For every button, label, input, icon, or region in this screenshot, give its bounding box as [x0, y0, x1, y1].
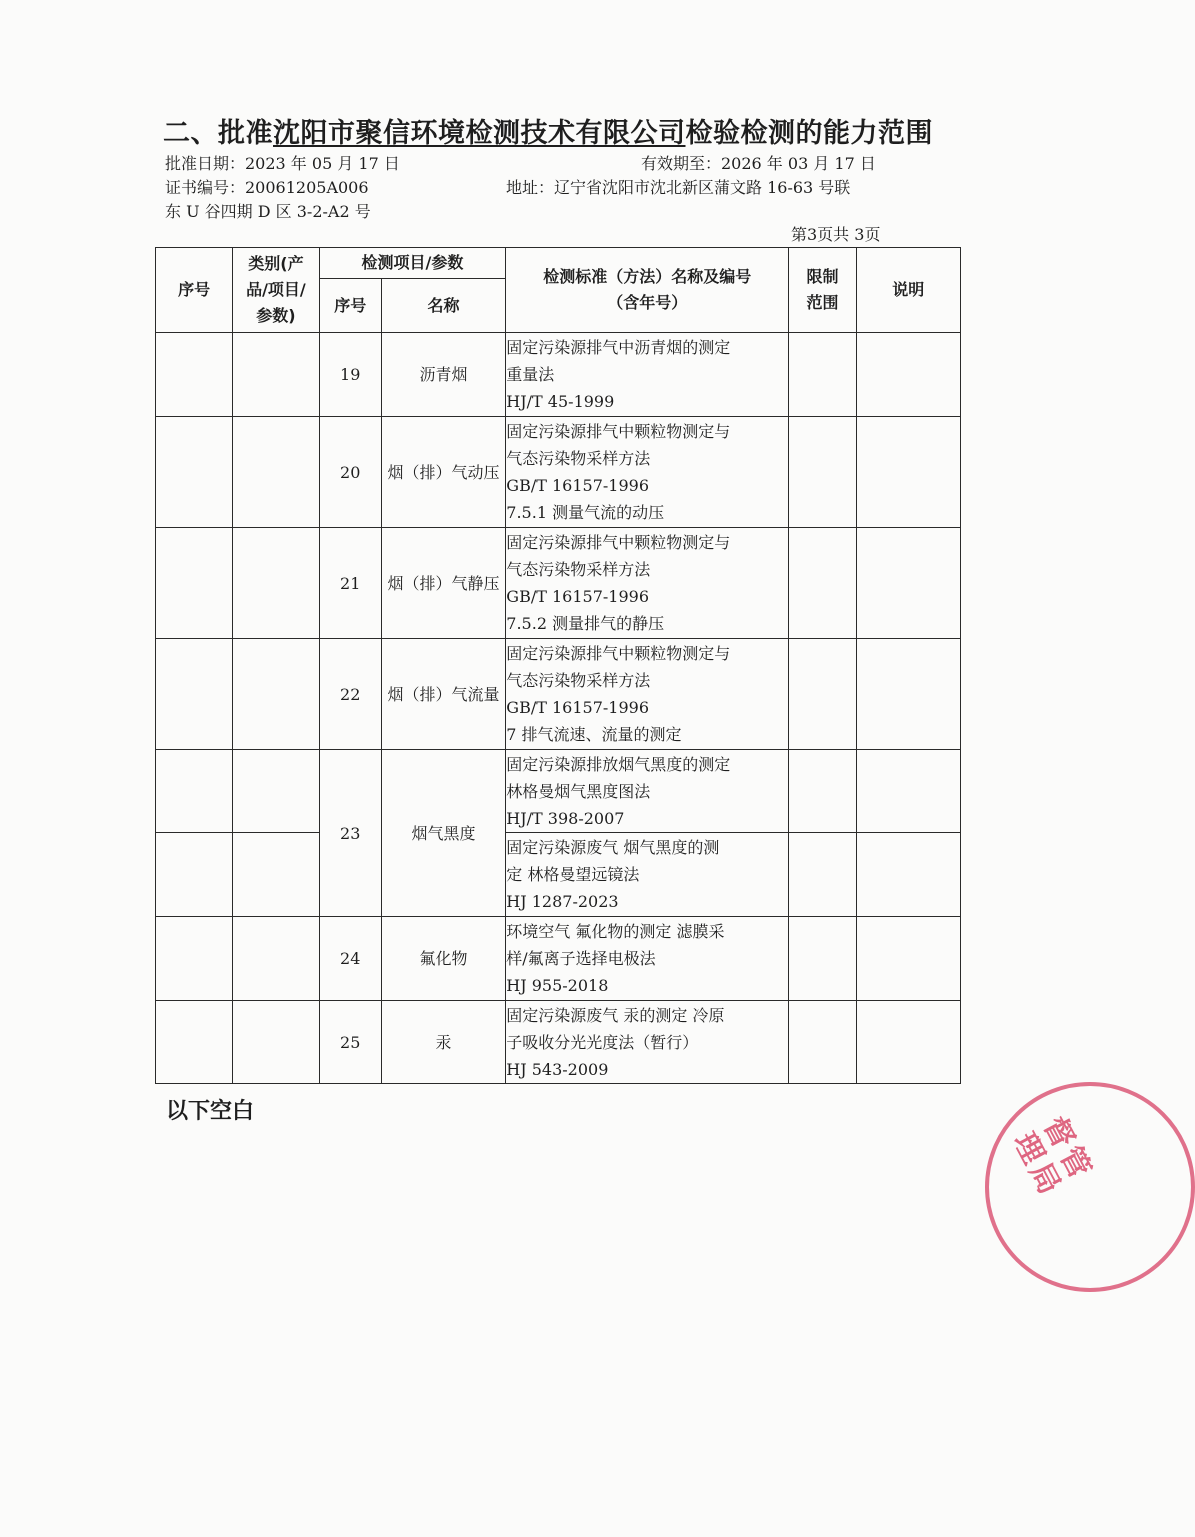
table-row	[156, 917, 961, 1001]
title-suffix: 检验检测的能力范围	[685, 118, 933, 149]
standard-line: 固定污染源排放烟气黑度的测定	[506, 754, 731, 774]
item-seq: 24	[319, 917, 381, 1001]
standard-line: 环境空气 氟化物的测定 滤膜采	[506, 922, 725, 941]
standard-line: GB/T 16157-1996	[506, 587, 649, 606]
page-number: 第3页共 3页	[791, 225, 881, 244]
standard-line: HJ 955-2018	[506, 976, 609, 995]
item-seq: 22	[319, 639, 381, 750]
table-row	[156, 639, 961, 750]
table-row	[156, 417, 961, 528]
standard-line: 气态污染物采样方法	[506, 560, 651, 579]
standard-line: 7.5.2 测量排气的静压	[506, 614, 665, 633]
table-row	[156, 833, 961, 917]
standard-line: 7 排气流速、流量的测定	[506, 725, 682, 744]
item-name: 沥青烟	[381, 333, 505, 417]
cert-number: 证书编号：20061205A006	[165, 178, 369, 197]
seal-text-chars: 督管理局	[1006, 1111, 1100, 1204]
header-item-name: 名称	[381, 279, 505, 333]
table-row	[156, 750, 961, 833]
address-line-2: 东 U 谷四期 D 区 3-2-A2 号	[165, 202, 371, 221]
table-row	[156, 1001, 961, 1084]
approval-date: 批准日期：2023 年 05 月 17 日	[165, 154, 400, 173]
standard-line: 气态污染物采样方法	[506, 671, 651, 690]
blank-below-note: 以下空白	[166, 1099, 255, 1124]
standard-cell	[506, 528, 789, 639]
header-standard	[506, 248, 789, 333]
standard-line: 定 林格曼望远镜法	[506, 865, 640, 884]
standard-cell	[506, 833, 789, 917]
standard-line: 气态污染物采样方法	[506, 449, 651, 468]
standard-line: 重量法	[506, 365, 555, 384]
item-name: 烟气黑度	[381, 750, 505, 917]
standard-line: HJ 1287-2023	[506, 892, 619, 911]
standard-line: GB/T 16157-1996	[506, 698, 649, 717]
item-name: 烟（排）气流量	[381, 639, 505, 750]
item-seq: 25	[319, 1001, 381, 1084]
title-prefix: 二、批准	[163, 118, 273, 149]
standard-cell	[506, 639, 789, 750]
standard-line: 固定污染源废气 汞的测定 冷原	[506, 1005, 725, 1025]
item-name: 氟化物	[381, 917, 505, 1001]
standard-cell	[506, 750, 789, 833]
table-row	[156, 528, 961, 639]
address-line-1: 地址：辽宁省沈阳市沈北新区蒲文路 16-63 号联	[506, 178, 851, 197]
standard-line: 固定污染源排气中颗粒物测定与	[506, 422, 731, 441]
standard-line: 样/氟离子选择电极法	[506, 949, 656, 968]
item-seq: 20	[319, 417, 381, 528]
item-name: 烟（排）气动压	[381, 417, 505, 528]
header-standard-text: 检测标准（方法）名称及编号（含年号）	[543, 267, 752, 312]
standard-cell	[506, 417, 789, 528]
page-title	[163, 116, 933, 152]
item-name: 烟（排）气静压	[381, 528, 505, 639]
standard-line: GB/T 16157-1996	[506, 476, 649, 495]
title-org: 沈阳市聚信环境检测技术有限公司	[273, 118, 686, 149]
standard-line: 7.5.1 测量气流的动压	[506, 503, 665, 522]
header-note: 说明	[856, 248, 960, 333]
valid-until: 有效期至：2026 年 03 月 17 日	[641, 154, 876, 173]
standard-line: 固定污染源排气中颗粒物测定与	[506, 533, 731, 552]
header-items-group: 检测项目/参数	[319, 248, 506, 279]
header-seq: 序号	[156, 248, 233, 333]
item-seq: 23	[319, 750, 381, 917]
standard-cell	[506, 917, 789, 1001]
standard-line: 固定污染源废气 烟气黑度的测	[506, 838, 720, 857]
standard-cell	[506, 1001, 789, 1084]
standard-line: 子吸收分光光度法（暂行）	[506, 1032, 699, 1052]
capability-table	[155, 247, 961, 1084]
header-category	[233, 248, 319, 333]
standard-line: HJ/T 45-1999	[506, 392, 615, 411]
header-limit	[789, 248, 856, 333]
standard-line: HJ 543-2009	[506, 1059, 609, 1079]
standard-cell	[506, 333, 789, 417]
standard-line: HJ/T 398-2007	[506, 808, 625, 828]
standard-line: 林格曼烟气黑度图法	[506, 781, 651, 801]
standard-line: 固定污染源排气中沥青烟的测定	[506, 338, 731, 357]
item-name: 汞	[381, 1001, 505, 1084]
table-row	[156, 333, 961, 417]
header-limit-text: 限制范围	[806, 267, 839, 312]
header-item-seq: 序号	[319, 279, 381, 333]
header-category-text: 类别(产品/项目/参数)	[246, 254, 306, 325]
item-seq: 21	[319, 528, 381, 639]
standard-line: 固定污染源排气中颗粒物测定与	[506, 644, 731, 663]
item-seq: 19	[319, 333, 381, 417]
